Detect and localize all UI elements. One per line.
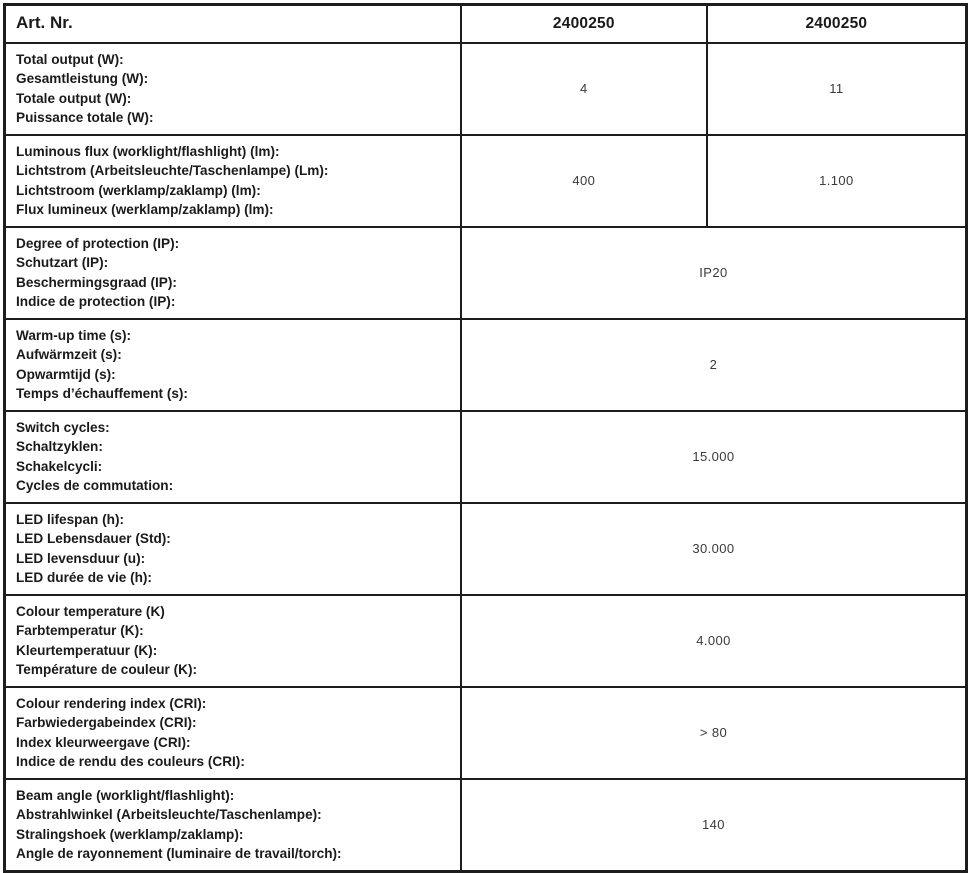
art-nr-header: Art. Nr. — [5, 5, 461, 43]
spec-label-line: Lichtstrom (Arbeitsleuchte/Taschenlampe) (Lm): — [16, 163, 329, 178]
spec-label-line: Colour temperature (K) — [16, 603, 165, 619]
spec-value: 1.100 — [707, 135, 967, 227]
spec-label-line: Flux lumineux (werklamp/zaklamp) (lm): — [16, 202, 274, 217]
spec-value: 2 — [461, 319, 967, 411]
table-header-row — [5, 5, 967, 43]
spec-label-cell — [5, 319, 461, 411]
table-row-warm-up-time — [5, 319, 967, 411]
table-row-luminous-flux — [5, 135, 967, 227]
spec-value: IP20 — [461, 227, 967, 319]
spec-label-line: Kleurtemperatuur (K): — [16, 642, 158, 658]
article-number-col2: 2400250 — [707, 5, 967, 43]
spec-label-line: Total output (W): — [16, 51, 124, 67]
table-row-led-lifespan — [5, 503, 967, 595]
spec-label-line: Lichtstroom (werklamp/zaklamp) (lm): — [16, 182, 261, 198]
spec-label-line: Schaltzyklen: — [16, 439, 103, 454]
spec-label-line: Schakelcycli: — [16, 458, 103, 474]
spec-label-line: Switch cycles: — [16, 419, 110, 435]
spec-label-cell — [5, 779, 461, 872]
spec-label-cell — [5, 135, 461, 227]
spec-label-line: Totale output (W): — [16, 90, 132, 106]
spec-value: > 80 — [461, 687, 967, 779]
spec-label-line: Warm-up time (s): — [16, 327, 132, 343]
spec-label-cell — [5, 687, 461, 779]
table-row-beam-angle — [5, 779, 967, 872]
spec-label-line: LED durée de vie (h): — [16, 570, 152, 585]
product-spec-table — [3, 3, 968, 873]
spec-label-line: Temps d’échauffement (s): — [16, 386, 188, 401]
spec-label-line: Farbwiedergabeindex (CRI): — [16, 715, 197, 730]
spec-label-line: Schutzart (IP): — [16, 255, 109, 270]
table-row-switch-cycles — [5, 411, 967, 503]
spec-label-line: LED lifespan (h): — [16, 511, 124, 527]
spec-label-cell — [5, 43, 461, 135]
spec-label-line: Opwarmtijd (s): — [16, 366, 116, 382]
spec-label-line: Angle de rayonnement (luminaire de travail/torch): — [16, 846, 342, 861]
spec-label-line: Indice de protection (IP): — [16, 294, 176, 309]
spec-label-line: Indice de rendu des couleurs (CRI): — [16, 754, 245, 769]
spec-label-line: Luminous flux (worklight/flashlight) (lm): — [16, 143, 280, 159]
spec-value: 15.000 — [461, 411, 967, 503]
article-number-col1: 2400250 — [461, 5, 707, 43]
spec-value: 140 — [461, 779, 967, 872]
spec-label-line: Puissance totale (W): — [16, 110, 154, 125]
spec-label-cell — [5, 595, 461, 687]
spec-label-line: Cycles de commutation: — [16, 478, 174, 493]
spec-label-cell — [5, 411, 461, 503]
spec-label-line: Degree of protection (IP): — [16, 235, 180, 251]
table-row-colour-rendering-index — [5, 687, 967, 779]
table-row-degree-of-protection — [5, 227, 967, 319]
spec-label-line: Farbtemperatur (K): — [16, 623, 144, 638]
spec-label-line: Aufwärmzeit (s): — [16, 347, 122, 362]
spec-value: 11 — [707, 43, 967, 135]
spec-label-line: Beschermingsgraad (IP): — [16, 274, 177, 290]
spec-label-line: Stralingshoek (werklamp/zaklamp): — [16, 826, 244, 842]
spec-label-line: Index kleurweergave (CRI): — [16, 734, 191, 750]
spec-value: 400 — [461, 135, 707, 227]
spec-value: 30.000 — [461, 503, 967, 595]
spec-value: 4 — [461, 43, 707, 135]
table-row-total-output — [5, 43, 967, 135]
spec-label-line: Gesamtleistung (W): — [16, 71, 149, 86]
spec-label-line: Température de couleur (K): — [16, 662, 198, 677]
table-row-colour-temperature — [5, 595, 967, 687]
spec-label-line: Beam angle (worklight/flashlight): — [16, 787, 235, 803]
spec-label-cell — [5, 503, 461, 595]
spec-label-line: Colour rendering index (CRI): — [16, 695, 207, 711]
spec-label-line: LED Lebensdauer (Std): — [16, 531, 171, 546]
spec-label-line: LED levensduur (u): — [16, 550, 146, 566]
spec-label-line: Abstrahlwinkel (Arbeitsleuchte/Taschenlampe): — [16, 807, 322, 822]
spec-label-cell — [5, 227, 461, 319]
spec-value: 4.000 — [461, 595, 967, 687]
